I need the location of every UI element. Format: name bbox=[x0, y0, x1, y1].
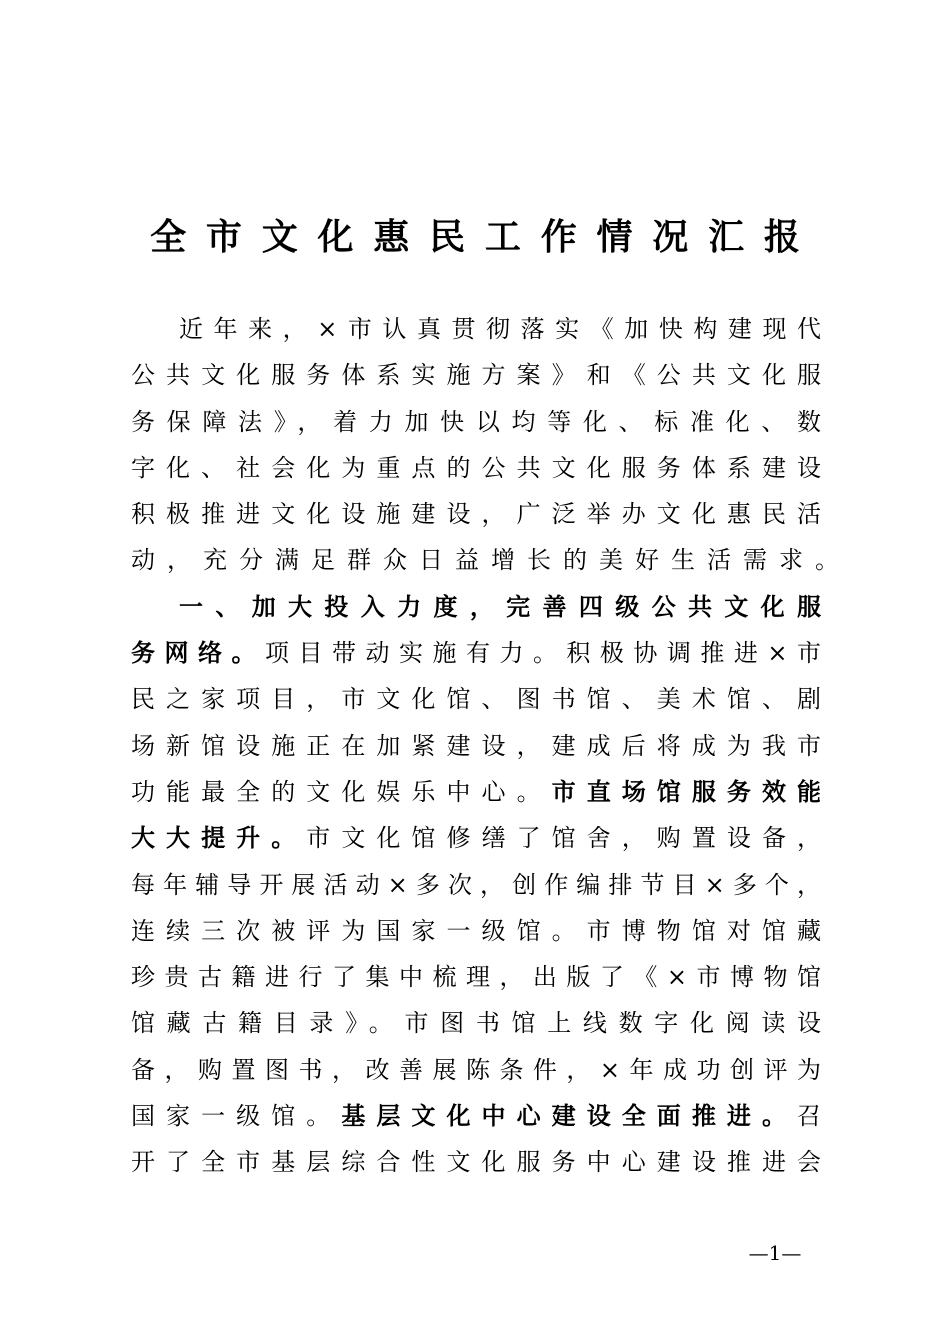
body-text-run: 民之家项目，市文化馆、图书馆、美术馆、剧 bbox=[131, 685, 821, 714]
body-text-run: 每年辅导开展活动×多次，创作编排节目×多个， bbox=[131, 870, 821, 899]
document-body bbox=[131, 306, 851, 1186]
body-line bbox=[131, 1139, 821, 1185]
body-line bbox=[131, 908, 821, 954]
body-text-run: 市文化馆修缮了馆舍，购置设备， bbox=[306, 824, 822, 853]
body-line bbox=[131, 862, 821, 908]
body-text-run: 国家一级馆。 bbox=[131, 1102, 342, 1131]
body-line bbox=[131, 399, 821, 445]
body-text-run: 场新馆设施正在加紧建设，建成后将成为我市 bbox=[131, 731, 821, 760]
page-number: —1— bbox=[748, 1241, 802, 1265]
body-line bbox=[131, 815, 821, 861]
section-heading: 一、加大投入力度，完善四级公共文化服 bbox=[179, 592, 821, 621]
body-line bbox=[131, 445, 821, 491]
body-text-run: 近年来，×市认真贯彻落实《加快构建现代 bbox=[179, 315, 821, 343]
body-line bbox=[131, 1047, 821, 1093]
body-text-run: 功能最全的文化娱乐中心。 bbox=[131, 777, 552, 806]
body-text-run: 字化、社会化为重点的公共文化服务体系建设 bbox=[131, 453, 821, 482]
body-text-run: 积极推进文化设施建设，广泛举办文化惠民活 bbox=[131, 500, 821, 529]
body-line bbox=[131, 1000, 821, 1046]
body-text-run: 备，购置图书，改善展陈条件，×年成功创评为 bbox=[131, 1055, 821, 1084]
body-text-run: 务保障法》，着力加快以均等化、标准化、数 bbox=[131, 407, 821, 436]
body-line bbox=[131, 954, 821, 1000]
body-line bbox=[131, 630, 821, 676]
bold-subheading: 市直场馆服务效能 bbox=[551, 777, 822, 806]
body-text-run: 公共文化服务体系实施方案》和《公共文化服 bbox=[131, 361, 821, 390]
body-text-run: 召 bbox=[797, 1102, 822, 1131]
body-line bbox=[131, 676, 821, 722]
body-text-run: 开了全市基层综合性文化服务中心建设推进会 bbox=[131, 1148, 821, 1177]
body-line bbox=[131, 769, 821, 815]
body-line bbox=[131, 723, 821, 769]
body-text-run: 珍贵古籍进行了集中梳理，出版了《×市博物馆 bbox=[131, 963, 821, 992]
section-heading-line bbox=[131, 584, 821, 630]
body-line bbox=[131, 1093, 821, 1139]
body-text-run: 动，充分满足群众日益增长的美好生活需求。 bbox=[131, 546, 851, 575]
body-line bbox=[131, 491, 821, 537]
body-line bbox=[131, 537, 851, 583]
body-line bbox=[131, 306, 821, 352]
bold-subheading: 基层文化中心建设全面推进。 bbox=[341, 1102, 798, 1131]
document-title: 全市文化惠民工作情况汇报 bbox=[150, 217, 820, 258]
bold-subheading: 大大提升。 bbox=[131, 824, 307, 853]
body-text-run: 项目带动实施有力。积极协调推进×市 bbox=[264, 639, 822, 668]
body-text-run: 连续三次被评为国家一级馆。市博物馆对馆藏 bbox=[131, 916, 821, 945]
section-heading-end: 务网络。 bbox=[131, 639, 265, 668]
body-text-run: 馆藏古籍目录》。市图书馆上线数字化阅读设 bbox=[131, 1009, 821, 1038]
body-line bbox=[131, 352, 821, 398]
